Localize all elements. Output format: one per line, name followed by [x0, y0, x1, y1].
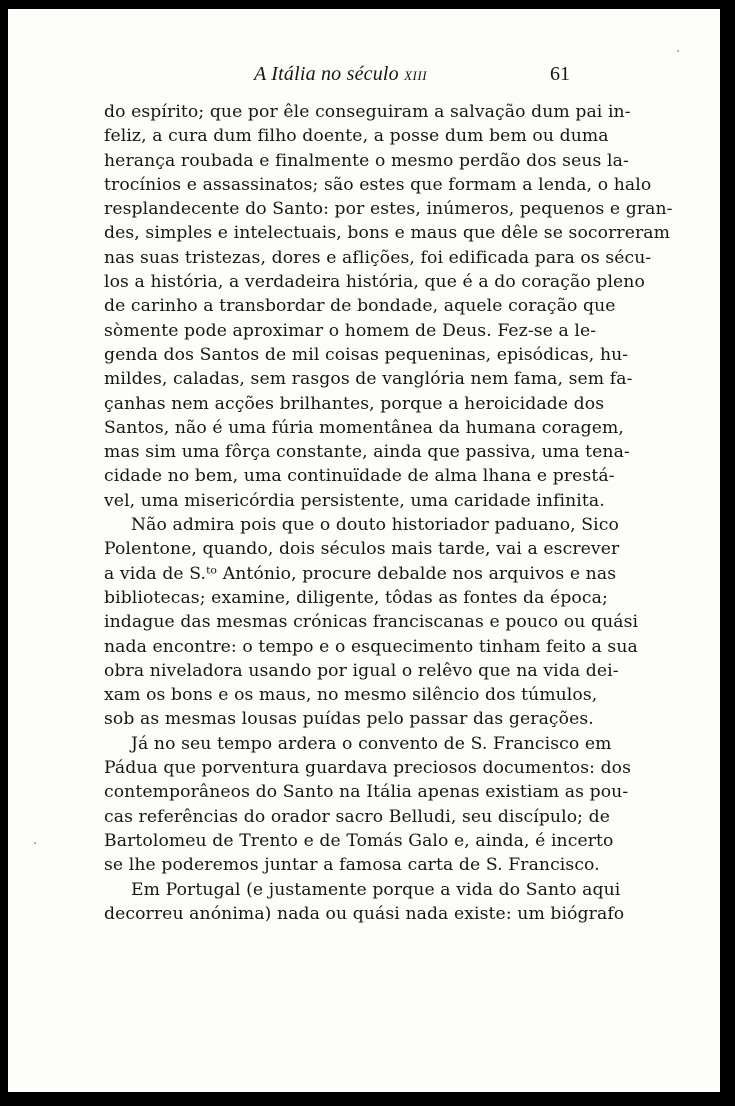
text-line: vel, uma misericórdia persistente, uma caridade infinita. — [104, 490, 605, 511]
text-line: genda dos Santos de mil coisas pequeninas, episódicas, hu- — [104, 344, 629, 365]
text-line: cas referências do orador sacro Belludi, seu discípulo; de — [104, 806, 610, 827]
text-line: cidade no bem, uma continuïdade de alma lhana e prestá- — [104, 466, 615, 487]
text-line: des, simples e intelectuais, bons e maus que dêle se socorreram — [104, 223, 671, 244]
text-line: bibliotecas; examine, diligente, tôdas as fontes da época; — [104, 587, 608, 608]
text-line: Santos, não é uma fúria momentânea da humana coragem, — [104, 417, 624, 438]
text-line: Pádua que porventura guardava preciosos documentos: dos — [104, 758, 632, 779]
text-line: contemporâneos do Santo na Itália apenas existiam as pou- — [104, 782, 629, 803]
paragraph-start-line: Em Portugal (e justamente porque a vida do Santo aqui — [131, 879, 621, 900]
text-line: nas suas tristezas, dores e aflições, foi edificada para os sécu- — [104, 247, 652, 268]
paper-speck — [677, 50, 679, 52]
text-line: Bartolomeu de Trento e de Tomás Galo e, ainda, é incerto — [104, 830, 614, 851]
running-title-main: A Itália no século — [254, 63, 399, 85]
text-line: se lhe poderemos juntar a famosa carta de S. Francisco. — [104, 855, 600, 876]
text-line: feliz, a cura dum filho doente, a posse dum bem ou duma — [104, 126, 609, 147]
text-line: a vida de S.ᵗᵒ António, procure debalde nos arquivos e nas — [104, 563, 617, 584]
text-line: sòmente pode aproximar o homem de Deus. Fez-se a le- — [104, 320, 597, 341]
text-line: decorreu anónima) nada ou quási nada existe: um biógrafo — [104, 903, 625, 924]
text-line: sob as mesmas lousas puídas pelo passar das gerações. — [104, 709, 594, 730]
page-number: 61 — [550, 63, 570, 85]
running-title — [254, 63, 427, 86]
text-line: mas sim uma fôrça constante, ainda que passiva, uma tena- — [104, 442, 630, 463]
text-line: los a história, a verdadeira história, que é a do coração pleno — [104, 272, 645, 293]
text-line: do espírito; que por êle conseguiram a salvação dum pai in- — [104, 102, 631, 122]
text-line: herança roubada e finalmente o mesmo perdão dos seus la- — [104, 150, 629, 171]
paragraph-start-line: Já no seu tempo ardera o convento de S. Francisco em — [131, 733, 612, 754]
text-line: Polentone, quando, dois séculos mais tarde, vai a escrever — [104, 539, 620, 560]
text-line: nada encontre: o tempo e o esquecimento tinham feito a sua — [104, 636, 638, 657]
text-line: resplandecente do Santo: por estes, inúmeros, pequenos e gran- — [104, 199, 673, 220]
page-header — [104, 58, 578, 92]
text-line: xam os bons e os maus, no mesmo silêncio dos túmulos, — [104, 685, 598, 706]
text-line: trocínios e assassinatos; são estes que formam a lenda, o halo — [104, 174, 652, 195]
paper-speck — [34, 842, 36, 844]
running-title-century: XIII — [404, 68, 428, 83]
text-line: indague das mesmas crónicas franciscanas e pouco ou quási — [104, 612, 639, 633]
paragraph-start-line: Não admira pois que o douto historiador paduano, Sico — [131, 515, 619, 536]
text-line: de carinho a transbordar de bondade, aquele coração que — [104, 296, 616, 317]
book-page — [104, 58, 673, 926]
text-line: obra niveladora usando por igual o relêvo que na vida dei- — [104, 660, 619, 681]
text-line: çanhas nem acções brilhantes, porque a heroicidade dos — [104, 393, 605, 414]
body-text — [104, 100, 673, 926]
text-line: mildes, caladas, sem rasgos de vanglória nem fama, sem fa- — [104, 369, 633, 390]
